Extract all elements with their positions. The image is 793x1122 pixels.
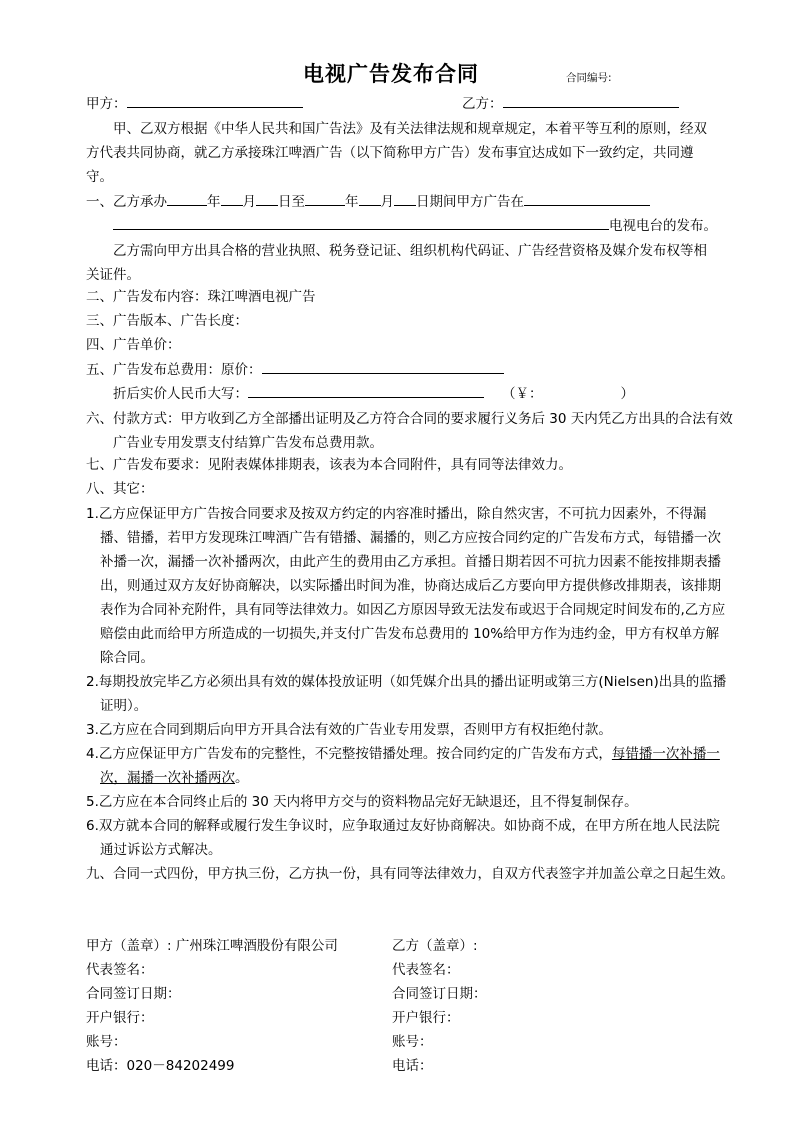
blank-day-2 xyxy=(394,191,416,206)
label-day-2: 日期间甲方广告在 xyxy=(416,194,524,210)
party-b-account: 账号： xyxy=(392,1034,433,1050)
blank-station-1 xyxy=(524,191,650,206)
clause-6: 六、付款方式：甲方收到乙方全部播出证明及乙方符合合同的要求履行义务后 30 天内凭乙方出具的合法有效广告业专用发票支付结算广告发布总费用款。 xyxy=(86,411,733,451)
label-year-2: 年 xyxy=(345,194,359,210)
blank-original-price xyxy=(262,359,504,374)
clause-8-item-4 xyxy=(86,742,732,790)
blank-month-1 xyxy=(221,191,243,206)
discount-price-label: 折后实价人民币大写： xyxy=(113,386,248,402)
item-4-end: 。 xyxy=(235,770,249,786)
clause-2: 二、广告发布内容：珠江啤酒电视广告 xyxy=(86,289,316,305)
party-b-phone: 电话： xyxy=(392,1058,433,1074)
party-b-bank: 开户银行： xyxy=(392,1010,460,1026)
blank-station-2 xyxy=(113,215,609,230)
signature-block-party-b xyxy=(392,934,487,1078)
contract-title: 电视广告发布合同 xyxy=(303,61,479,86)
party-b-rep: 代表签名： xyxy=(392,962,460,978)
label-year-1: 年 xyxy=(207,194,221,210)
party-b-date: 合同签订日期： xyxy=(392,986,487,1002)
clause-3: 三、广告版本、广告长度： xyxy=(86,313,248,329)
clause-5-line-1 xyxy=(86,359,504,380)
clause-1-suffix: 电视电台的发布。 xyxy=(609,218,717,234)
label-month-1: 月 xyxy=(242,194,256,210)
clause-7: 七、广告发布要求：见附表媒体排期表，该表为本合同附件，具有同等法律效力。 xyxy=(86,457,572,473)
clause-1-note: 乙方需向甲方出具合格的营业执照、税务登记证、组织机构代码证、广告经营资格及媒介发布权等相关证件。 xyxy=(86,243,707,283)
clause-1-line-1 xyxy=(86,191,650,212)
clause-8-item-2: 2.每期投放完毕乙方必须出具有效的媒体投放证明（如凭媒介出具的播出证明或第三方(Nielsen)出具的监播证明）。 xyxy=(86,674,727,714)
blank-day-1 xyxy=(256,191,278,206)
party-b-blank xyxy=(503,93,679,108)
party-b-label: 乙方： xyxy=(462,96,503,112)
signature-block-party-a xyxy=(86,934,338,1078)
blank-discount-price xyxy=(248,383,484,398)
clause-9: 九、合同一式四份，甲方执三份，乙方执一份，具有同等法律效力，自双方代表签字并加盖公章之日起生效。 xyxy=(86,866,734,882)
party-a-seal: 甲方（盖章）: 广州珠江啤酒股份有限公司 xyxy=(86,938,338,954)
blank-month-2 xyxy=(359,191,381,206)
label-day-1: 日至 xyxy=(278,194,305,210)
party-a-account: 账号： xyxy=(86,1034,127,1050)
party-b-line xyxy=(462,93,679,114)
party-b-seal: 乙方（盖章）: xyxy=(392,938,478,954)
label-month-2: 月 xyxy=(380,194,394,210)
clause-8-item-1: 1.乙方应保证甲方广告按合同要求及按双方约定的内容准时播出，除自然灾害，不可抗力因素外，不得漏播、错播，若甲方发现珠江啤酒广告有错播、漏播的，则乙方应按合同约定的广告发布方式，每错播一次补播一次，漏播一次补播两次，由此产生的费用由乙方承担。首播日期若因不可抗力因素不能按排期表播出，则通过双方友好协商解决，以实际播出时间为准，协商达成后乙方要向甲方提供修改排期表，该排期表作为合同补充附件，具有同等法律效力。如因乙方原因导致无法发布或迟于合同规定时间发布的,乙方应赔偿由此而给甲方所造成的一切损失,并支付广告发布总费用的 10%给甲方作为违约金，甲方有权单方解除合同。 xyxy=(86,506,726,666)
party-a-blank xyxy=(127,93,303,108)
clause-4: 四、广告单价： xyxy=(86,337,181,353)
clause-8-item-6: 6.双方就本合同的解释或履行发生争议时，应争取通过友好协商解决。如协商不成，在甲方所在地人民法院通过诉讼方式解决。 xyxy=(86,818,720,858)
clause-1-line-2 xyxy=(113,215,717,236)
clause-8-item-3: 3.乙方应在合同到期后向甲方开具合法有效的广告业专用发票，否则甲方有权拒绝付款。 xyxy=(86,722,612,738)
item-4-underlined: 每错播一次补播一次，漏播一次补播两次 xyxy=(100,746,720,786)
party-a-bank: 开户银行： xyxy=(86,1010,154,1026)
contract-number-label: 合同编号: xyxy=(566,72,612,84)
party-a-phone: 电话：020－84202499 xyxy=(86,1058,235,1074)
party-a-label: 甲方： xyxy=(86,96,127,112)
blank-year-1 xyxy=(167,191,207,206)
clause-8-heading: 八、其它： xyxy=(86,481,154,497)
party-a-date: 合同签订日期： xyxy=(86,986,181,1002)
party-a-line xyxy=(86,93,303,114)
clause-1-prefix: 一、乙方承办 xyxy=(86,194,167,210)
party-a-rep: 代表签名： xyxy=(86,962,154,978)
intro-paragraph: 甲、乙双方根据《中华人民共和国广告法》及有关法律法规和规章规定，本着平等互利的原则，经双方代表共同协商，就乙方承接珠江啤酒广告（以下简称甲方广告）发布事宜达成如下一致约定，共同遵守。 xyxy=(86,121,707,185)
clause-5-label: 五、广告发布总费用：原价： xyxy=(86,362,262,378)
rmb-open: （￥： xyxy=(502,386,543,402)
clause-5-line-2 xyxy=(113,383,634,404)
item-4-text: 4.乙方应保证甲方广告发布的完整性，不完整按错播处理。按合同约定的广告发布方式， xyxy=(86,746,612,762)
rmb-close: ） xyxy=(620,386,634,402)
blank-year-2 xyxy=(305,191,345,206)
clause-8-item-5: 5.乙方应在本合同终止后的 30 天内将甲方交与的资料物品完好无缺退还，且不得复制保存。 xyxy=(86,794,638,810)
